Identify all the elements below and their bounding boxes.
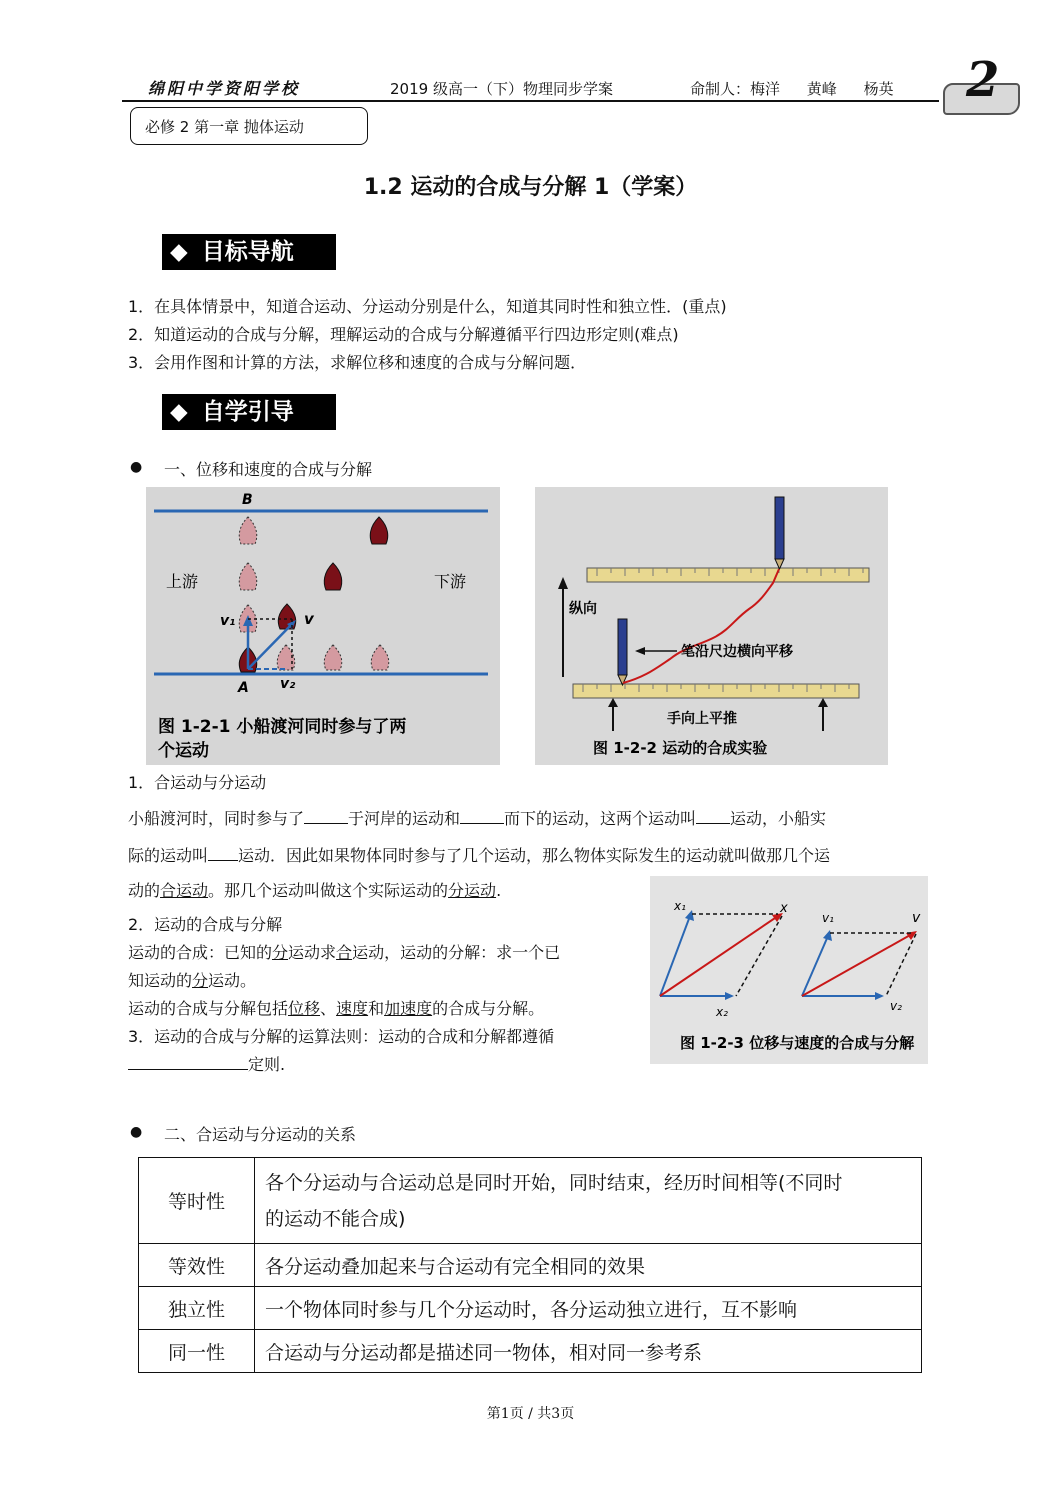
section-heading-guide-label: 自学引导 (201, 399, 294, 425)
diamond-icon: ◆ (170, 399, 188, 425)
table-row (139, 1158, 922, 1244)
paragraph-1-line-1: 小船渡河时，同时参与了 于河岸的运动和 而下的运动，这两个运动叫 运动，小船实 (128, 809, 827, 828)
fig3-caption: 图 1-2-3 位移与速度的合成与分解 (680, 1034, 915, 1052)
label-upstream: 上游 (166, 572, 199, 591)
subsection-2-title: 二、合运动与分运动的关系 (164, 1125, 357, 1144)
bullet-icon: ● (130, 459, 143, 475)
paragraph-1-line-2: 际的运动叫 运动．因此如果物体同时参与了几个运动，那么物体实际发生的运动就叫做那几个运 (128, 846, 831, 865)
table-value: 合运动与分运动都是描述同一物体，相对同一参考系 (255, 1330, 922, 1373)
label-fig3-v: v (912, 910, 921, 926)
header-divider (122, 100, 939, 102)
course-title: 2019 级高一（下）物理同步学案 (390, 80, 613, 98)
relation-table (138, 1157, 922, 1373)
subsection-1-2-title: 2．运动的合成与分解 (128, 915, 283, 934)
authors (690, 78, 916, 99)
section-heading-goals (162, 234, 336, 270)
subsection-1-title: 一、位移和速度的合成与分解 (164, 460, 373, 479)
paragraph-2-line-2: 知运动的分运动。 (128, 971, 257, 990)
label-x: x (780, 901, 788, 916)
table-value: 一个物体同时参与几个分运动时，各分运动独立进行，互不影响 (255, 1287, 922, 1330)
label-fig3-v2: v₂ (890, 999, 902, 1013)
label-v1: v₁ (220, 613, 236, 629)
table-row (139, 1244, 922, 1287)
paragraph-3: 运动的合成与分解包括位移、速度和加速度的合成与分解。 (128, 999, 545, 1018)
label-b: B (242, 492, 253, 508)
subsection-1-3-line-2: 定则. (128, 1052, 285, 1075)
section-heading-guide (162, 394, 336, 430)
page-badge-number: 2 (966, 52, 1000, 108)
table-key: 独立性 (139, 1287, 255, 1330)
solid-boats (239, 517, 387, 672)
page-footer: 第1页 / 共3页 (486, 1406, 575, 1422)
table-row (139, 1287, 922, 1330)
label-downstream: 下游 (434, 572, 467, 591)
bullet-icon: ● (130, 1124, 143, 1140)
author-1: 命制人：梅洋 (690, 80, 781, 98)
table-key: 等效性 (139, 1244, 255, 1287)
fig1-caption-2: 个运动 (158, 741, 209, 761)
paragraph-2-line-1: 运动的合成：已知的分运动求合运动，运动的分解：求一个已 (128, 943, 561, 962)
goal-item-3: 3．会用作图和计算的方法，求解位移和速度的合成与分解问题． (128, 353, 587, 372)
table-key: 同一性 (139, 1330, 255, 1373)
label-x2: x₂ (716, 1005, 728, 1019)
goal-item-2: 2．知道运动的合成与分解，理解运动的合成与分解遵循平行四边形定则(难点) (128, 325, 679, 344)
label-fig3-v1: v₁ (822, 911, 834, 925)
chapter-label: 必修 2 第一章 抛体运动 (130, 107, 368, 145)
table-value: 各个分运动与合运动总是同时开始，同时结束，经历时间相等(不同时 的运动不能合成) (255, 1158, 922, 1244)
label-pen-note: 笔沿尺边横向平移 (681, 644, 793, 660)
subsection-1-3-line-1: 3．运动的合成与分解的运算法则：运动的合成和分解都遵循 (128, 1027, 555, 1046)
diamond-icon: ◆ (170, 239, 188, 265)
table-value: 各分运动叠加起来与合运动有完全相同的效果 (255, 1244, 922, 1287)
label-v2: v₂ (280, 676, 296, 692)
figure-boat-crossing (146, 487, 500, 765)
goal-item-1: 1．在具体情景中，知道合运动、分运动分别是什么，知道其同时性和独立性．(重点) (128, 297, 727, 316)
author-3: 杨英 (863, 80, 894, 98)
label-vertical: 纵向 (569, 601, 597, 617)
section-heading-goals-label: 目标导航 (201, 239, 294, 265)
figure-synthesis-experiment (535, 487, 888, 765)
ghost-boats (239, 517, 388, 670)
figure-parallelogram (650, 876, 928, 1064)
table-key: 等时性 (139, 1158, 255, 1244)
label-hand-note: 手向上平推 (667, 711, 737, 727)
page-title: 1.2 运动的合成与分解 1（学案） (363, 175, 698, 200)
label-a: A (238, 680, 249, 696)
fig2-caption: 图 1-2-2 运动的合成实验 (593, 739, 768, 757)
subsection-1-1-title: 1．合运动与分运动 (128, 773, 267, 792)
label-x1: x₁ (674, 899, 686, 913)
school-name: 绵阳中学资阳学校 (148, 79, 301, 98)
paragraph-1-line-3: 动的合运动。那几个运动叫做这个实际运动的分运动. (128, 881, 502, 900)
label-v: v (304, 610, 314, 628)
author-2: 黄峰 (806, 80, 837, 98)
fig1-caption-1: 图 1-2-1 小船渡河同时参与了两 (158, 717, 407, 737)
table-row (139, 1330, 922, 1373)
